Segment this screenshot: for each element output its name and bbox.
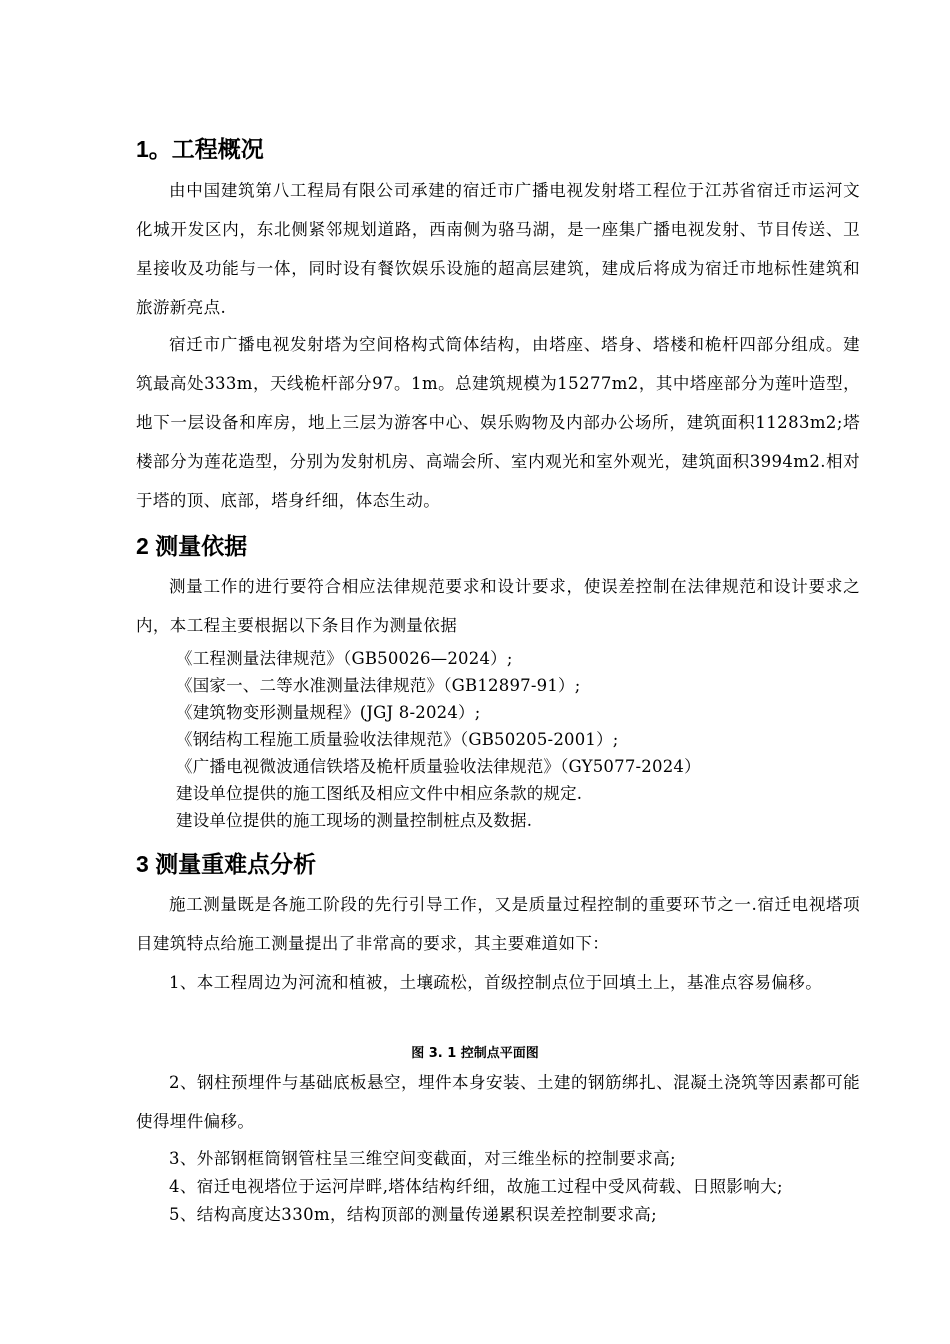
section-heading-basis: 2 测量依据: [136, 533, 248, 559]
basis-list-item: 《国家一、二等水准测量法律规范》（GB12897-91）;: [176, 676, 581, 695]
basis-list-item: 建设单位提供的施工图纸及相应文件中相应条款的规定.: [176, 784, 583, 803]
paragraph-difficulties-intro: 施工测量既是各施工阶段的先行引导工作，又是质量过程控制的重要环节之一.宿迁电视塔项目建筑特点给施工测量提出了非常高的要求，其主要难道如下：: [136, 895, 860, 953]
paragraph-overview-1: 由中国建筑第八工程局有限公司承建的宿迁市广播电视发射塔工程位于江苏省宿迁市运河文化城开发区内，东北侧紧邻规划道路，西南侧为骆马湖，是一座集广播电视发射、节目传送、卫星接收及功能与一体，同时设有餐饮娱乐设施的超高层建筑，建成后将成为宿迁市地标性建筑和旅游新亮点.: [136, 181, 860, 317]
difficulty-item-1: 1、本工程周边为河流和植被，土壤疏松，首级控制点位于回填土上，基准点容易偏移。: [169, 973, 823, 992]
basis-list-item: 《建筑物变形测量规程》(JGJ 8-2024）;: [176, 703, 481, 722]
section-heading-difficulties: 3 测量重难点分析: [136, 851, 317, 877]
paragraph-basis-intro: 测量工作的进行要符合相应法律规范要求和设计要求，使误差控制在法律规范和设计要求之内，本工程主要根据以下条目作为测量依据: [136, 577, 860, 635]
section-heading-overview: 1。工程概况: [136, 136, 264, 162]
difficulty-item-4: 4、宿迁电视塔位于运河岸畔,塔体结构纤细，故施工过程中受风荷载、日照影响大;: [169, 1177, 784, 1196]
figure-caption: 图 3. 1 控制点平面图: [411, 1046, 539, 1061]
paragraph-overview-2: 宿迁市广播电视发射塔为空间格构式筒体结构，由塔座、塔身、塔楼和桅杆四部分组成。建筑最高处333m，天线桅杆部分97。1m。总建筑规模为15277m2，其中塔座部分为莲叶造型，地下一层设备和库房，地上三层为游客中心、娱乐购物及内部办公场所，建筑面积11283m2;塔楼部分为莲花造型，分别为发射机房、高端会所、室内观光和室外观光，建筑面积3994m2.相对于塔的顶、底部，塔身纤细，体态生动。: [136, 335, 860, 510]
basis-list-item: 《钢结构工程施工质量验收法律规范》（GB50205-2001）;: [176, 730, 619, 749]
difficulty-item-2: 2、钢柱预埋件与基础底板悬空，埋件本身安装、土建的钢筋绑扎、混凝土浇筑等因素都可能使得埋件偏移。: [136, 1073, 860, 1131]
difficulty-item-3: 3、外部钢框筒钢管柱呈三维空间变截面，对三维坐标的控制要求高;: [169, 1149, 676, 1168]
basis-list-item: 《工程测量法律规范》（GB50026—2024）;: [176, 649, 513, 668]
basis-list-item: 《广播电视微波通信铁塔及桅杆质量验收法律规范》（GY5077-2024）: [176, 757, 701, 776]
basis-list-item: 建设单位提供的施工现场的测量控制桩点及数据.: [176, 811, 533, 830]
difficulty-item-5: 5、结构高度达330m，结构顶部的测量传递累积误差控制要求高;: [169, 1205, 658, 1224]
